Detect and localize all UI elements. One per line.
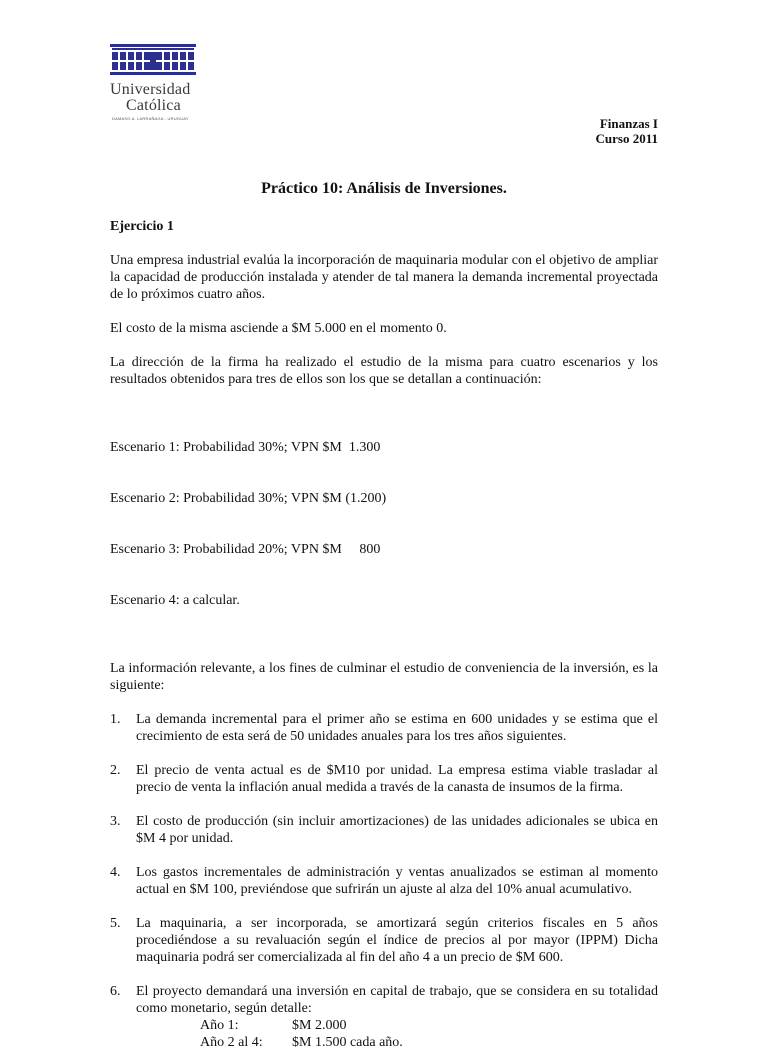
scenario-item: Escenario 1: Probabilidad 30%; VPN $M 1.300 <box>110 440 381 455</box>
scenario-item: Escenario 2: Probabilidad 30%; VPN $M (1.200) <box>110 491 387 506</box>
course-header <box>596 116 658 146</box>
list-number: 1. <box>110 712 121 727</box>
working-capital-label: Año 2 al 4: <box>200 1035 263 1050</box>
exercise-heading: Ejercicio 1 <box>110 219 174 234</box>
intro-paragraph: Una empresa industrial evalúa la incorporación de maquinaria modular con el objetivo de ampliar la capacidad de producción instalada y atender de tal manera la demanda incremental proyectada de lo próximos cuatro años. <box>110 253 658 302</box>
scenario-item: Escenario 3: Probabilidad 20%; VPN $M 800 <box>110 542 381 557</box>
working-capital-label: Año 1: <box>200 1018 239 1033</box>
list-number: 6. <box>110 984 121 999</box>
university-logo <box>110 44 202 121</box>
scenario-item: Escenario 4: a calcular. <box>110 593 240 608</box>
direction-paragraph: La dirección de la firma ha realizado el estudio de la misma para cuatro escenarios y los resultados obtenidos para tres de ellos son los que se detallan a continuación: <box>110 355 658 387</box>
scenario-list <box>110 405 658 643</box>
logo-name-line1: Universidad <box>110 81 191 98</box>
list-item <box>110 915 658 966</box>
list-text: El precio de venta actual es de $M10 por unidad. La empresa estima viable trasladar al precio de venta la inflación anual medida a través de la canasta de insumos de la firma. <box>136 763 658 795</box>
working-capital-row <box>136 1034 658 1051</box>
list-item <box>110 983 658 1051</box>
working-capital-value: $M 1.500 cada año. <box>292 1035 403 1050</box>
list-item <box>110 864 658 898</box>
list-text: El costo de producción (sin incluir amortizaciones) de las unidades adicionales se ubica en $M 4 por unidad. <box>136 814 658 846</box>
document-body <box>110 218 658 1051</box>
list-text: La maquinaria, a ser incorporada, se amortizará según criterios fiscales en 5 años procediéndose a su revaluación según el índice de precios al por mayor (IPPM) Dicha maquinaria podrá ser comercializada al fin del año 4 a un precio de $M 600. <box>136 916 658 965</box>
list-text: El proyecto demandará una inversión en capital de trabajo, que se considera en su totalidad como monetario, según detalle: <box>136 984 658 1016</box>
list-item <box>110 813 658 847</box>
working-capital-row <box>136 1017 658 1034</box>
logo-tagline: DAMASO A. LARRAÑAGA - URUGUAY <box>112 116 189 121</box>
list-number: 4. <box>110 865 121 880</box>
building-emblem-icon <box>110 44 196 82</box>
list-number: 5. <box>110 916 121 931</box>
logo-name-line2: Católica <box>126 97 181 114</box>
list-number: 3. <box>110 814 121 829</box>
list-text: La demanda incremental para el primer año se estima en 600 unidades y se estima que el crecimiento de esta será de 50 unidades anuales para los tres años siguientes. <box>136 712 658 744</box>
course-year: Curso 2011 <box>595 131 658 146</box>
list-text: Los gastos incrementales de administración y ventas anualizados se estiman al momento actual en $M 100, previéndose que sufrirán un ajuste al alza del 10% anual acumulativo. <box>136 865 658 897</box>
working-capital-value: $M 2.000 <box>292 1018 347 1033</box>
page-title: Práctico 10: Análisis de Inversiones. <box>261 180 507 197</box>
relevant-paragraph: La información relevante, a los fines de culminar el estudio de conveniencia de la inversión, es la siguiente: <box>110 661 658 693</box>
cost-paragraph: El costo de la misma asciende a $M 5.000 en el momento 0. <box>110 321 447 336</box>
list-item <box>110 762 658 796</box>
list-item <box>110 711 658 745</box>
list-number: 2. <box>110 763 121 778</box>
course-name: Finanzas I <box>599 116 658 131</box>
information-list <box>110 711 658 1051</box>
